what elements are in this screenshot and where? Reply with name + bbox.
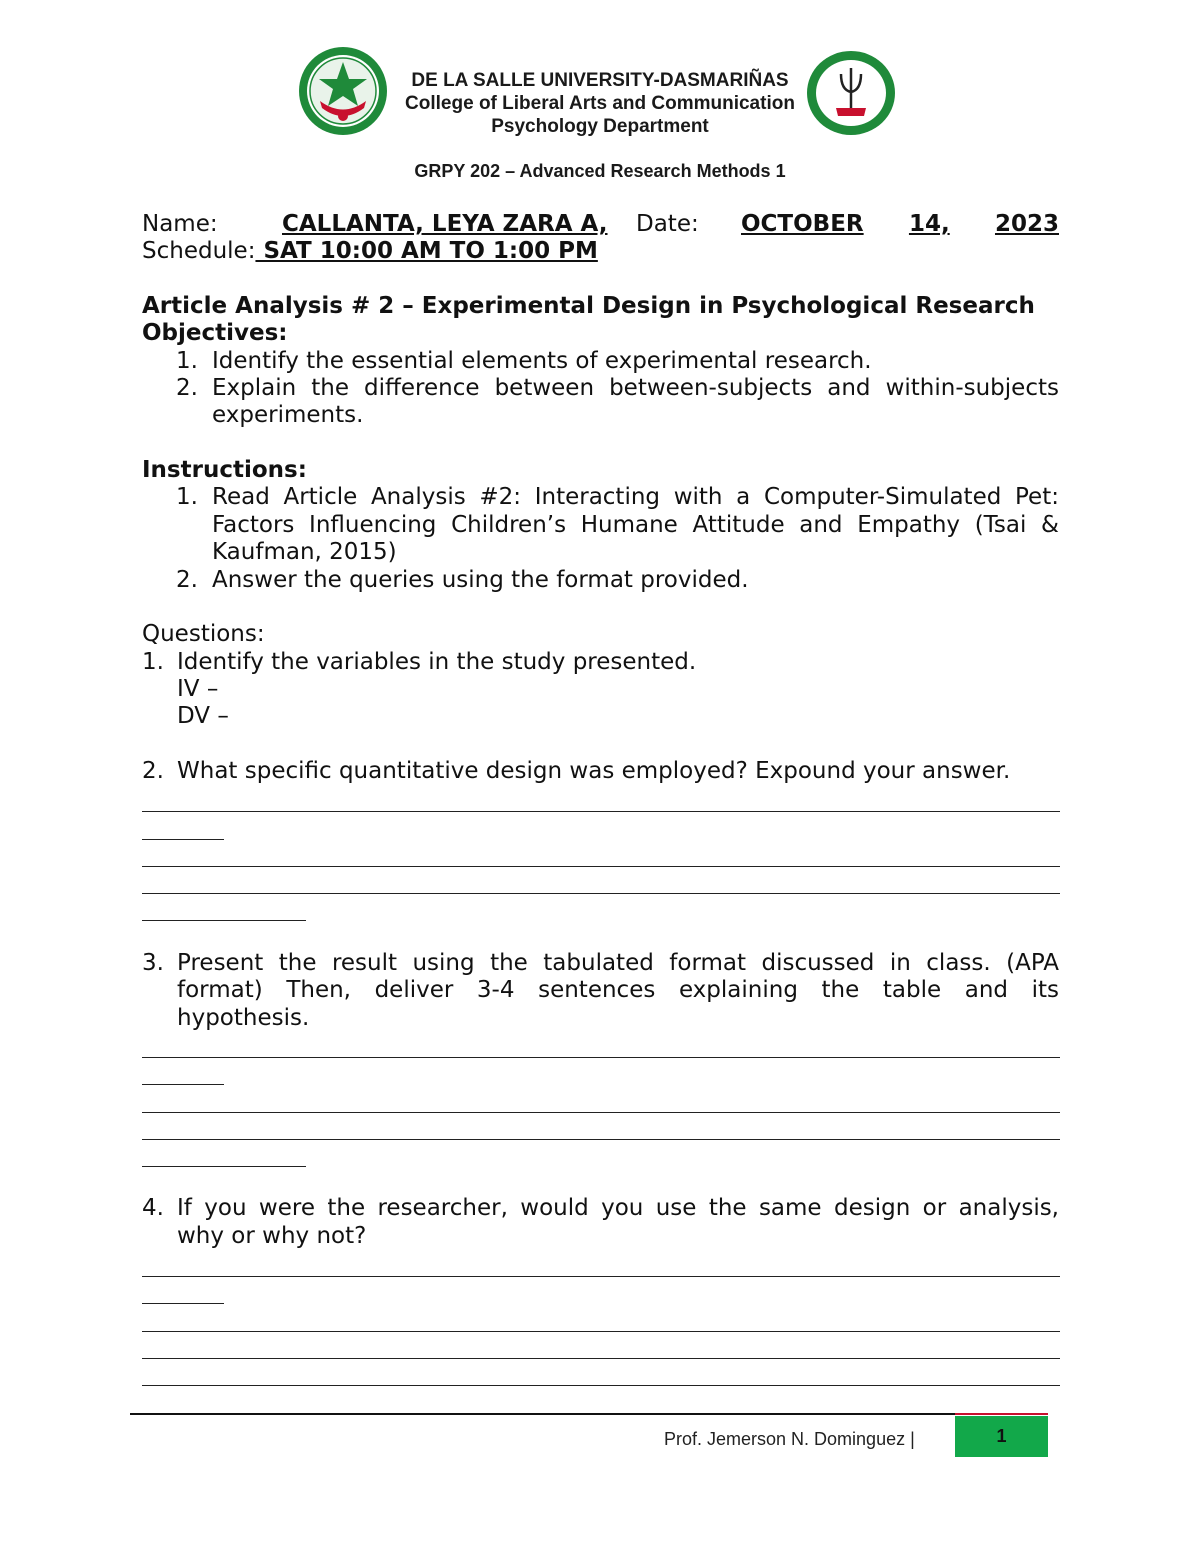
- department-name: Psychology Department: [491, 116, 709, 137]
- question-4-line-1: If you were the researcher, would you use the same design or analysis,: [177, 1195, 1059, 1221]
- schedule-row: [142, 238, 598, 265]
- professor-name: Prof. Jemerson N. Dominguez |: [664, 1429, 915, 1449]
- answer-line: [142, 866, 1060, 867]
- schedule-value: SAT 10:00 AM TO 1:00 PM: [255, 238, 598, 264]
- question-1: Identify the variables in the study presented.: [177, 649, 697, 675]
- college-name: College of Liberal Arts and Communication: [405, 93, 795, 114]
- question-number-3: 3.: [142, 950, 164, 976]
- dv-label: DV –: [177, 703, 229, 729]
- answer-line: [142, 1057, 1060, 1058]
- answer-line: [142, 1084, 224, 1085]
- objective-2-line-2: experiments.: [212, 402, 364, 428]
- question-3-line-2: format) Then, deliver 3-4 sentences explaining the table and its: [177, 977, 1059, 1003]
- question-2: What specific quantitative design was employed? Expound your answer.: [177, 758, 1011, 784]
- question-4-line-2: why or why not?: [177, 1223, 367, 1249]
- schedule-label: Schedule:: [142, 238, 256, 264]
- answer-line: [142, 1331, 1060, 1332]
- answer-line: [142, 1139, 1060, 1140]
- answer-line: [142, 920, 306, 921]
- instruction-1-line-3: Kaufman, 2015): [212, 539, 397, 565]
- objective-1: Identify the essential elements of experimental research.: [212, 348, 872, 374]
- objective-number-1: 1.: [176, 348, 198, 374]
- answer-line: [142, 839, 224, 840]
- instruction-number-1: 1.: [176, 484, 198, 510]
- question-3-line-3: hypothesis.: [177, 1005, 310, 1031]
- instruction-1-line-1: Read Article Analysis #2: Interacting with a Computer-Simulated Pet:: [212, 484, 1059, 510]
- objective-2-line-1: Explain the difference between between-subjects and within-subjects: [212, 375, 1059, 401]
- name-label: Name:: [142, 211, 218, 237]
- footer-rule: [130, 1413, 1048, 1415]
- questions-heading: Questions:: [142, 621, 265, 647]
- footer-accent-rule: [955, 1413, 1048, 1415]
- answer-line: [142, 1112, 1060, 1113]
- question-number-4: 4.: [142, 1195, 164, 1221]
- answer-line: [142, 1276, 1060, 1277]
- question-3-line-1: Present the result using the tabulated format discussed in class. (APA: [177, 950, 1059, 976]
- instruction-number-2: 2.: [176, 567, 198, 593]
- course-title: GRPY 202 – Advanced Research Methods 1: [414, 161, 786, 181]
- article-title: Article Analysis # 2 – Experimental Design in Psychological Research: [142, 293, 1035, 319]
- question-number-2: 2.: [142, 758, 164, 784]
- answer-line: [142, 1385, 1060, 1386]
- iv-label: IV –: [177, 676, 219, 702]
- answer-line: [142, 1358, 1060, 1359]
- instructions-heading: Instructions:: [142, 457, 307, 483]
- answer-line: [142, 811, 1060, 812]
- objectives-heading: Objectives:: [142, 320, 288, 346]
- page-number-box: [955, 1416, 1048, 1457]
- answer-line: [142, 1166, 306, 1167]
- answer-line: [142, 1303, 224, 1304]
- date-day: 14,: [908, 211, 950, 237]
- date-month: OCTOBER: [741, 211, 864, 237]
- date-label: Date:: [636, 211, 699, 237]
- instruction-1-line-2: Factors Influencing Children’s Humane Attitude and Empathy (Tsai &: [212, 512, 1059, 538]
- question-number-1: 1.: [142, 649, 164, 675]
- instruction-2: Answer the queries using the format provided.: [212, 567, 749, 593]
- name-value: CALLANTA, LEYA ZARA A,: [282, 211, 608, 237]
- answer-line: [142, 893, 1060, 894]
- university-name: DE LA SALLE UNIVERSITY-DASMARIÑAS: [411, 70, 789, 91]
- page-number: 1: [996, 1426, 1007, 1446]
- date-value: [741, 211, 1059, 238]
- date-year: 2023: [994, 211, 1059, 237]
- objective-number-2: 2.: [176, 375, 198, 401]
